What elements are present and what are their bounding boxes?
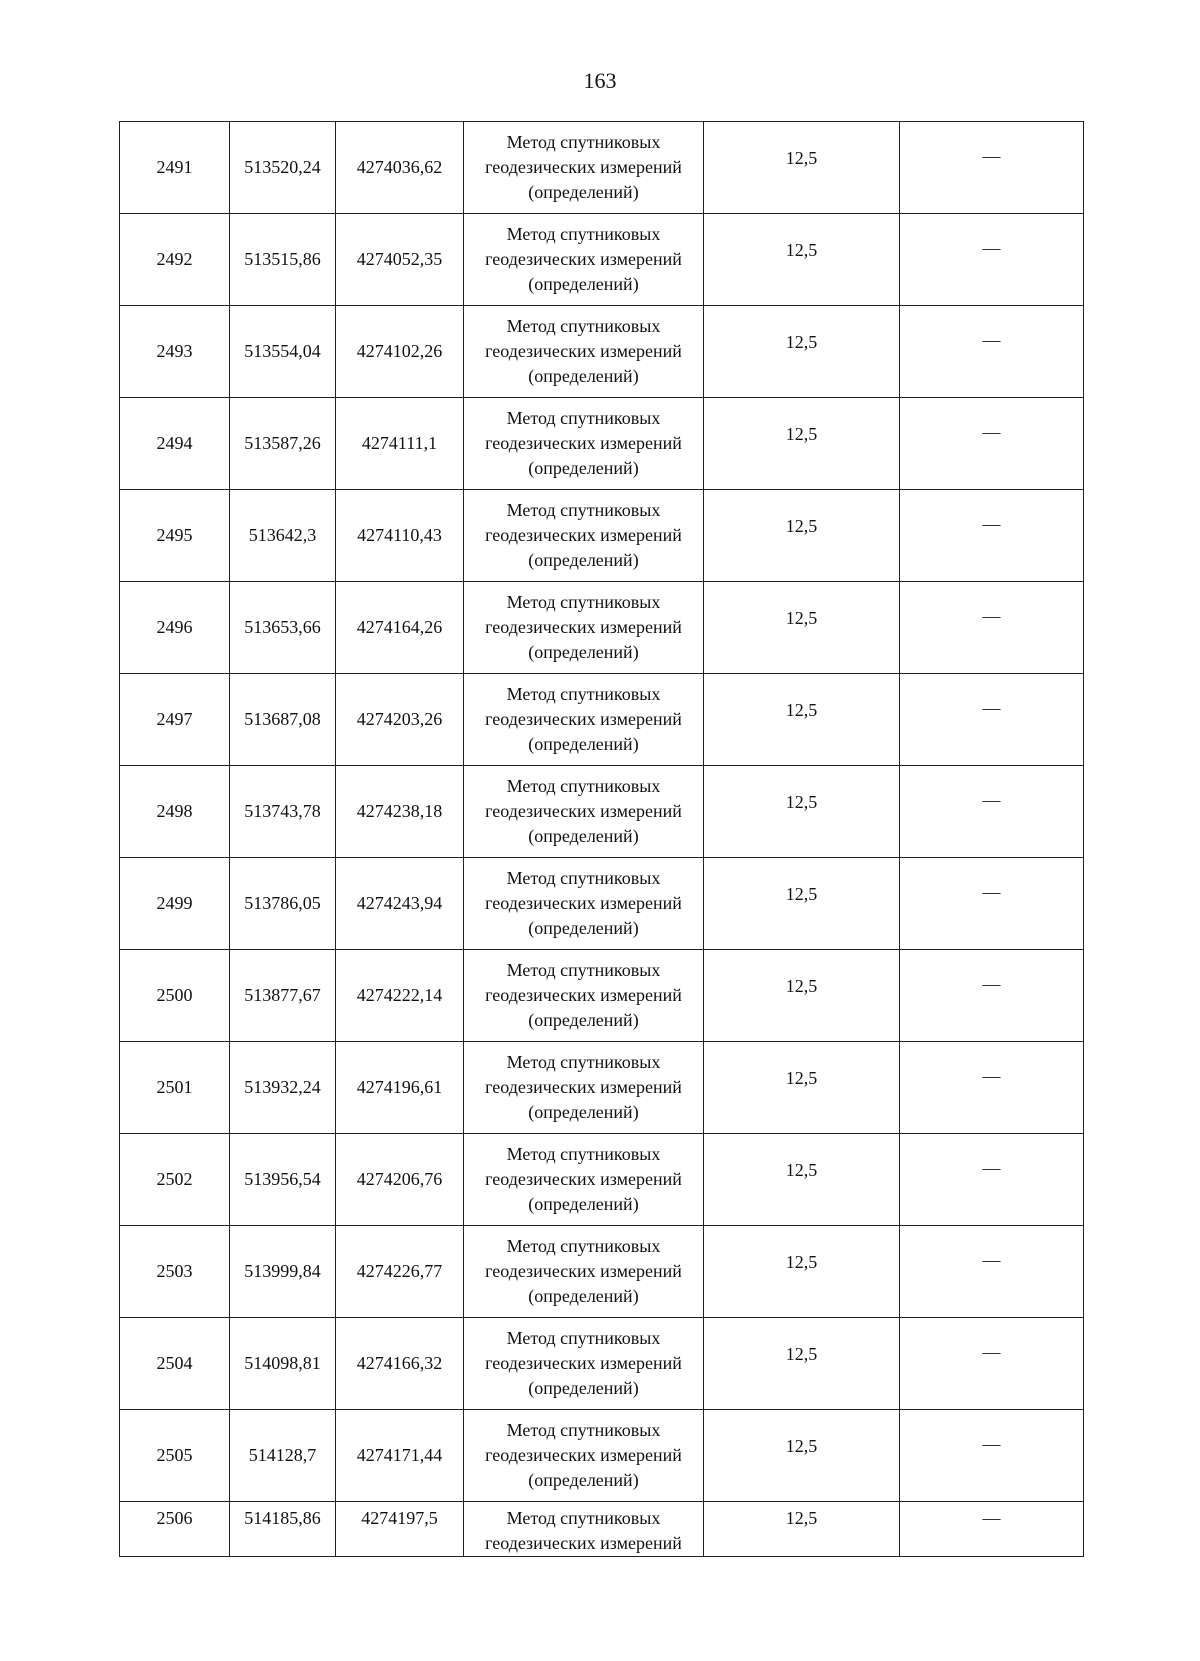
x-coordinate-cell: 514098,81 — [230, 1318, 336, 1410]
accuracy-cell: 12,5 — [704, 582, 900, 674]
method-line: геодезических измерений — [485, 341, 682, 361]
method-line: Метод спутниковых — [506, 868, 661, 888]
method-line: Метод спутниковых — [506, 960, 661, 980]
point-number-cell: 2495 — [120, 490, 230, 582]
method-line: Метод спутниковых — [506, 1144, 661, 1164]
table-row — [120, 674, 1084, 766]
y-coordinate-cell: 4274110,43 — [336, 490, 464, 582]
accuracy-cell: 12,5 — [704, 490, 900, 582]
point-number-cell: 2497 — [120, 674, 230, 766]
method-line: (определений) — [528, 918, 639, 938]
method-line: геодезических измерений — [485, 985, 682, 1005]
note-cell: — — [900, 1134, 1084, 1226]
x-coordinate-cell: 513932,24 — [230, 1042, 336, 1134]
method-cell — [464, 1410, 704, 1502]
table-row — [120, 490, 1084, 582]
coordinates-table — [119, 121, 1084, 1557]
method-line: (определений) — [528, 826, 639, 846]
y-coordinate-cell: 4274166,32 — [336, 1318, 464, 1410]
method-line: (определений) — [528, 1470, 639, 1490]
method-cell — [464, 1226, 704, 1318]
method-line: (определений) — [528, 1286, 639, 1306]
x-coordinate-cell: 513653,66 — [230, 582, 336, 674]
note-cell: — — [900, 582, 1084, 674]
y-coordinate-cell: 4274206,76 — [336, 1134, 464, 1226]
x-coordinate-cell: 513587,26 — [230, 398, 336, 490]
method-line: (определений) — [528, 642, 639, 662]
note-cell: — — [900, 1318, 1084, 1410]
method-line: Метод спутниковых — [506, 1236, 661, 1256]
method-line: геодезических измерений — [485, 433, 682, 453]
method-line: Метод спутниковых — [506, 776, 661, 796]
accuracy-cell: 12,5 — [704, 674, 900, 766]
method-line: Метод спутниковых — [506, 1052, 661, 1072]
method-cell — [464, 1502, 704, 1557]
accuracy-cell: 12,5 — [704, 766, 900, 858]
note-cell: — — [900, 766, 1084, 858]
method-line: Метод спутниковых — [506, 1508, 661, 1528]
method-line: (определений) — [528, 1194, 639, 1214]
x-coordinate-cell: 513786,05 — [230, 858, 336, 950]
note-cell: — — [900, 674, 1084, 766]
point-number-cell: 2499 — [120, 858, 230, 950]
y-coordinate-cell: 4274203,26 — [336, 674, 464, 766]
y-coordinate-cell: 4274222,14 — [336, 950, 464, 1042]
table-row — [120, 1226, 1084, 1318]
accuracy-cell: 12,5 — [704, 1318, 900, 1410]
method-line: геодезических измерений — [485, 1169, 682, 1189]
y-coordinate-cell: 4274036,62 — [336, 122, 464, 214]
method-line: (определений) — [528, 1102, 639, 1122]
method-line: Метод спутниковых — [506, 500, 661, 520]
table-row — [120, 122, 1084, 214]
accuracy-cell: 12,5 — [704, 1134, 900, 1226]
table-row — [120, 214, 1084, 306]
x-coordinate-cell: 514185,86 — [230, 1502, 336, 1557]
x-coordinate-cell: 513687,08 — [230, 674, 336, 766]
method-cell — [464, 490, 704, 582]
method-line: Метод спутниковых — [506, 592, 661, 612]
table-body — [120, 122, 1084, 1557]
y-coordinate-cell: 4274052,35 — [336, 214, 464, 306]
x-coordinate-cell: 513956,54 — [230, 1134, 336, 1226]
method-line: (определений) — [528, 366, 639, 386]
point-number-cell: 2491 — [120, 122, 230, 214]
x-coordinate-cell: 514128,7 — [230, 1410, 336, 1502]
method-line: геодезических измерений — [485, 249, 682, 269]
y-coordinate-cell: 4274171,44 — [336, 1410, 464, 1502]
x-coordinate-cell: 513642,3 — [230, 490, 336, 582]
table-row — [120, 1318, 1084, 1410]
accuracy-cell: 12,5 — [704, 858, 900, 950]
method-line: Метод спутниковых — [506, 316, 661, 336]
method-cell — [464, 1042, 704, 1134]
method-cell — [464, 766, 704, 858]
table-row — [120, 582, 1084, 674]
note-cell: — — [900, 490, 1084, 582]
table-row — [120, 398, 1084, 490]
method-line: геодезических измерений — [485, 1261, 682, 1281]
method-line: Метод спутниковых — [506, 684, 661, 704]
table-row — [120, 1042, 1084, 1134]
note-cell: — — [900, 1410, 1084, 1502]
method-line: (определений) — [528, 734, 639, 754]
method-line: (определений) — [528, 1010, 639, 1030]
accuracy-cell: 12,5 — [704, 398, 900, 490]
note-cell: — — [900, 306, 1084, 398]
page-number: 163 — [583, 68, 617, 93]
table-row — [120, 950, 1084, 1042]
accuracy-cell: 12,5 — [704, 1410, 900, 1502]
table-row — [120, 1134, 1084, 1226]
method-line: геодезических измерений — [485, 157, 682, 177]
point-number-cell: 2494 — [120, 398, 230, 490]
method-line: геодезических измерений — [485, 709, 682, 729]
point-number-cell: 2496 — [120, 582, 230, 674]
table-row — [120, 858, 1084, 950]
table-row — [120, 1502, 1084, 1557]
point-number-cell: 2492 — [120, 214, 230, 306]
accuracy-cell: 12,5 — [704, 1502, 900, 1557]
y-coordinate-cell: 4274197,5 — [336, 1502, 464, 1557]
x-coordinate-cell: 513554,04 — [230, 306, 336, 398]
y-coordinate-cell: 4274164,26 — [336, 582, 464, 674]
point-number-cell: 2505 — [120, 1410, 230, 1502]
point-number-cell: 2500 — [120, 950, 230, 1042]
method-cell — [464, 398, 704, 490]
point-number-cell: 2498 — [120, 766, 230, 858]
accuracy-cell: 12,5 — [704, 1226, 900, 1318]
accuracy-cell: 12,5 — [704, 1042, 900, 1134]
accuracy-cell: 12,5 — [704, 950, 900, 1042]
point-number-cell: 2504 — [120, 1318, 230, 1410]
method-line: геодезических измерений — [485, 801, 682, 821]
y-coordinate-cell: 4274243,94 — [336, 858, 464, 950]
method-line: Метод спутниковых — [506, 1420, 661, 1440]
y-coordinate-cell: 4274196,61 — [336, 1042, 464, 1134]
method-line: Метод спутниковых — [506, 1328, 661, 1348]
method-line: (определений) — [528, 458, 639, 478]
method-line: (определений) — [528, 550, 639, 570]
method-line: геодезических измерений — [485, 893, 682, 913]
x-coordinate-cell: 513743,78 — [230, 766, 336, 858]
note-cell: — — [900, 214, 1084, 306]
method-cell — [464, 674, 704, 766]
method-line: (определений) — [528, 1378, 639, 1398]
point-number-cell: 2506 — [120, 1502, 230, 1557]
method-cell — [464, 950, 704, 1042]
note-cell: — — [900, 122, 1084, 214]
x-coordinate-cell: 513520,24 — [230, 122, 336, 214]
x-coordinate-cell: 513877,67 — [230, 950, 336, 1042]
note-cell: — — [900, 1502, 1084, 1557]
point-number-cell: 2493 — [120, 306, 230, 398]
method-line: Метод спутниковых — [506, 224, 661, 244]
method-cell — [464, 858, 704, 950]
note-cell: — — [900, 950, 1084, 1042]
method-cell — [464, 582, 704, 674]
accuracy-cell: 12,5 — [704, 122, 900, 214]
method-line: геодезических измерений — [485, 1353, 682, 1373]
method-line: (определений) — [528, 274, 639, 294]
y-coordinate-cell: 4274102,26 — [336, 306, 464, 398]
y-coordinate-cell: 4274238,18 — [336, 766, 464, 858]
method-cell — [464, 1134, 704, 1226]
method-line: геодезических измерений — [485, 617, 682, 637]
point-number-cell: 2502 — [120, 1134, 230, 1226]
table-row — [120, 306, 1084, 398]
table-row — [120, 1410, 1084, 1502]
method-line: Метод спутниковых — [506, 408, 661, 428]
note-cell: — — [900, 1042, 1084, 1134]
method-cell — [464, 1318, 704, 1410]
method-line: геодезических измерений — [485, 1533, 682, 1553]
method-line: геодезических измерений — [485, 1445, 682, 1465]
point-number-cell: 2501 — [120, 1042, 230, 1134]
method-line: Метод спутниковых — [506, 132, 661, 152]
x-coordinate-cell: 513999,84 — [230, 1226, 336, 1318]
x-coordinate-cell: 513515,86 — [230, 214, 336, 306]
table-row — [120, 766, 1084, 858]
method-cell — [464, 306, 704, 398]
method-line: геодезических измерений — [485, 1077, 682, 1097]
method-cell — [464, 214, 704, 306]
point-number-cell: 2503 — [120, 1226, 230, 1318]
method-line: (определений) — [528, 182, 639, 202]
note-cell: — — [900, 858, 1084, 950]
method-cell — [464, 122, 704, 214]
note-cell: — — [900, 398, 1084, 490]
y-coordinate-cell: 4274226,77 — [336, 1226, 464, 1318]
note-cell: — — [900, 1226, 1084, 1318]
accuracy-cell: 12,5 — [704, 306, 900, 398]
y-coordinate-cell: 4274111,1 — [336, 398, 464, 490]
accuracy-cell: 12,5 — [704, 214, 900, 306]
method-line: геодезических измерений — [485, 525, 682, 545]
